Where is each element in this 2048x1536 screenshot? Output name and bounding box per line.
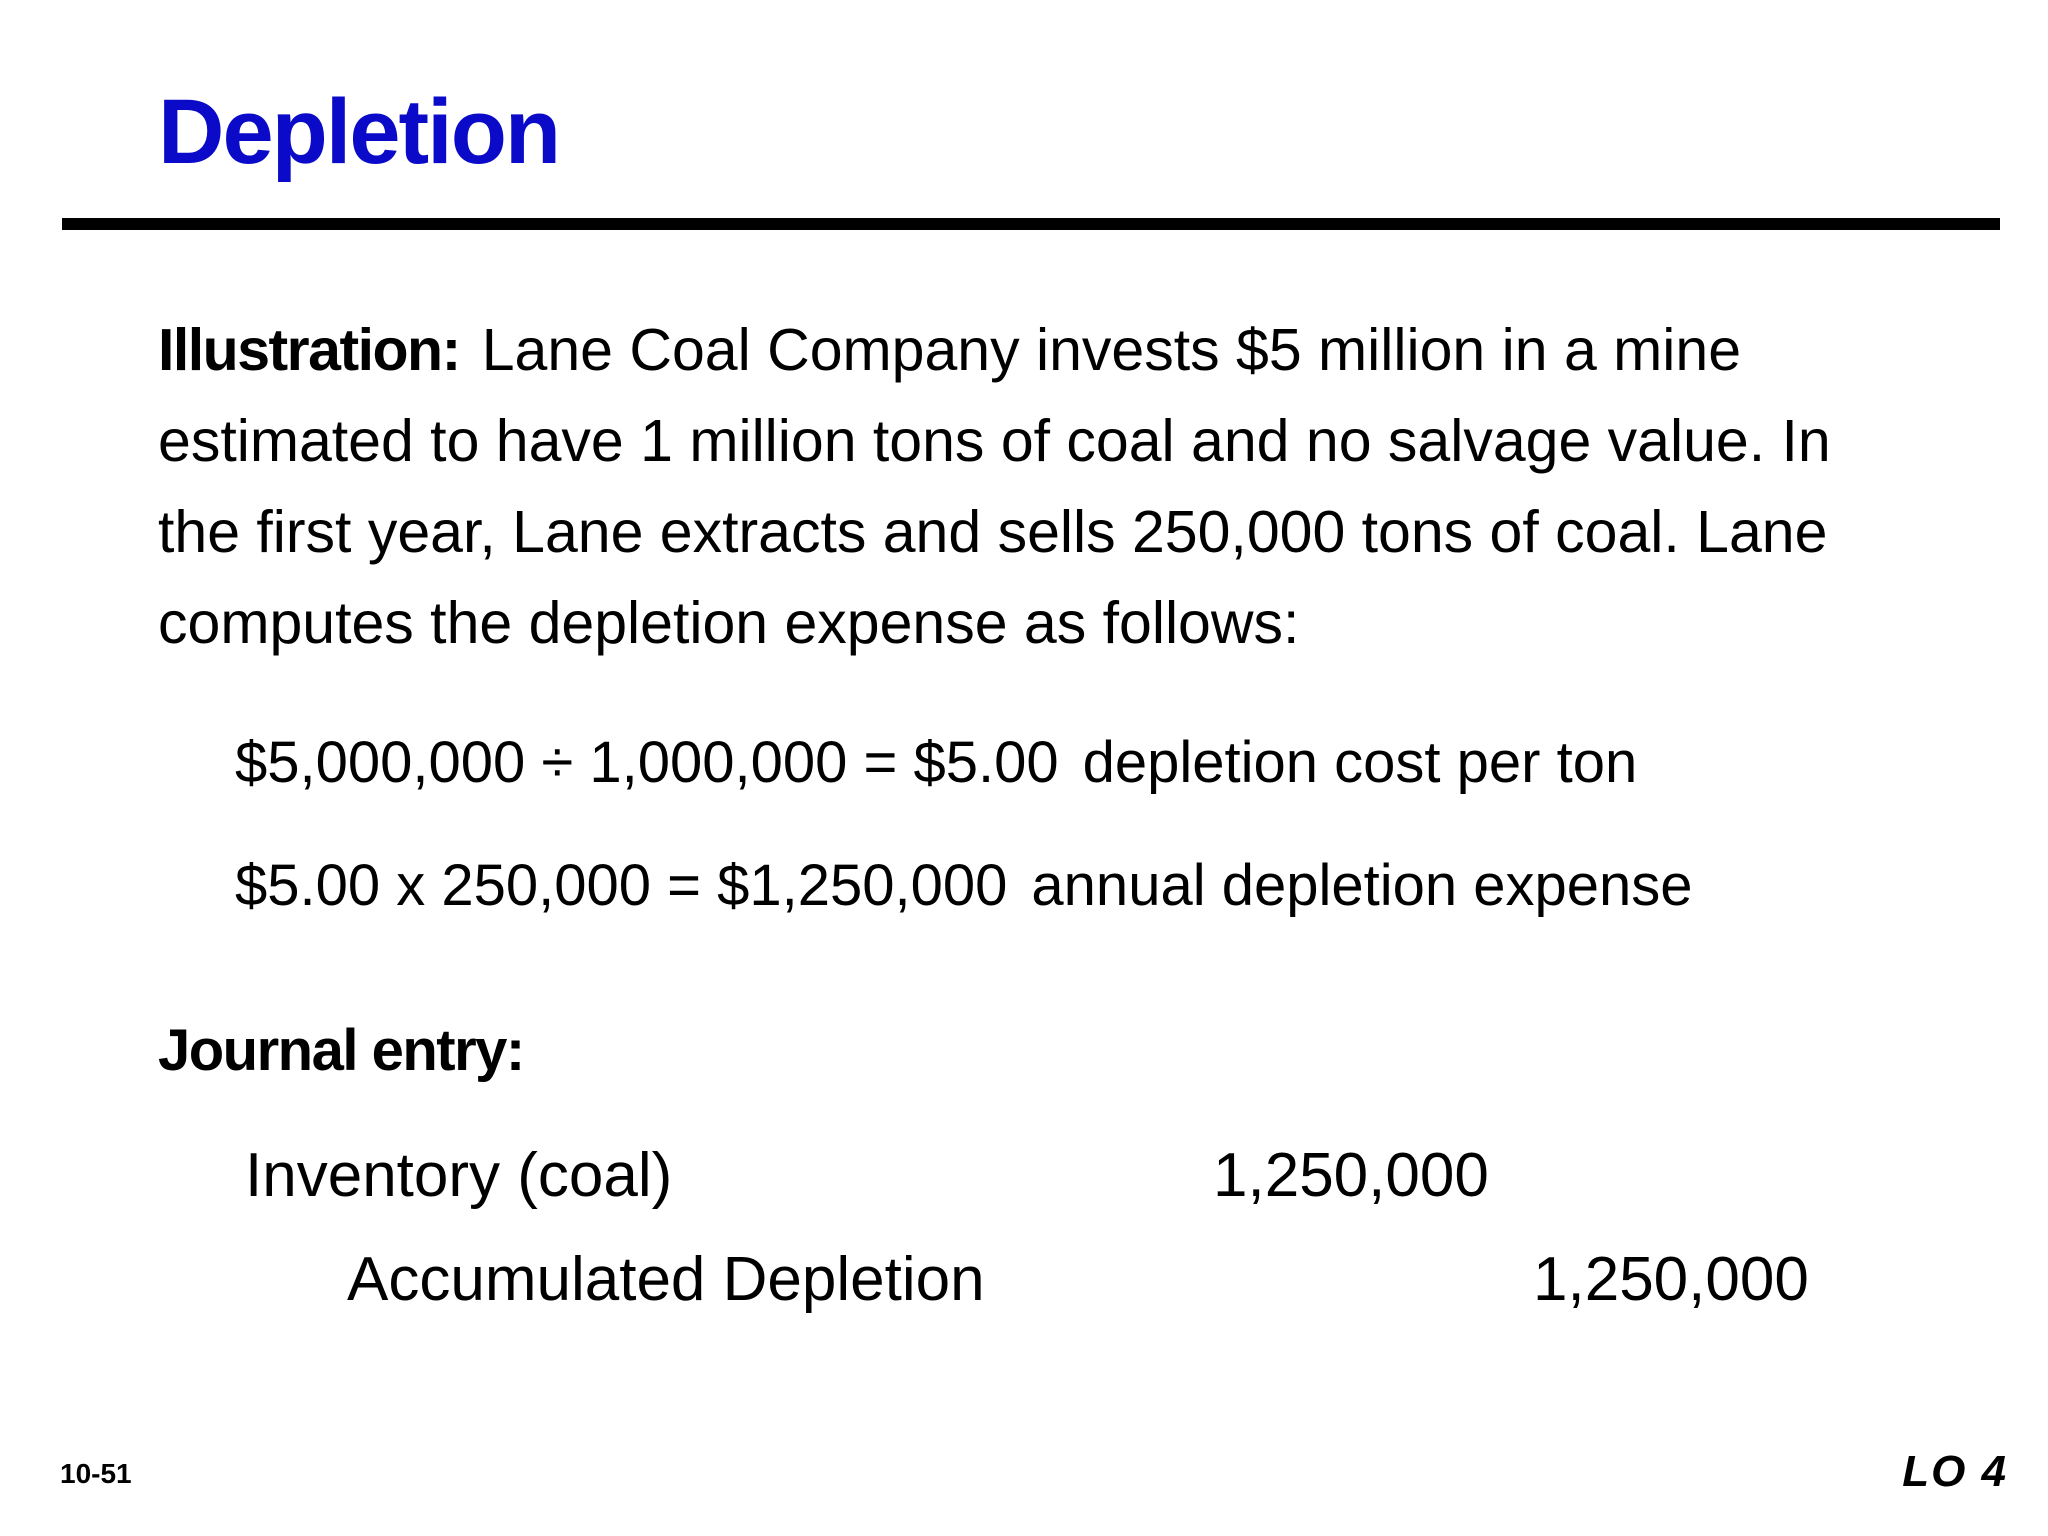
journal-credit-account: Accumulated Depletion	[347, 1245, 985, 1314]
calculation-formula: $5,000,000 ÷ 1,000,000 = $5.00	[235, 730, 1059, 795]
illustration-line-3: the first year, Lane extracts and sells 250,000 tons of coal. Lane	[158, 499, 1828, 565]
slide-title: Depletion	[158, 81, 560, 183]
journal-debit-amount: 1,250,000	[1213, 1141, 1489, 1210]
title-divider	[62, 218, 2000, 230]
learning-objective-tag: LO 4	[1902, 1447, 2008, 1496]
slide-number: 10-51	[60, 1458, 132, 1489]
illustration-line-2: estimated to have 1 million tons of coal and no salvage value. In	[158, 408, 1831, 474]
calculation-annual-expense	[235, 853, 1693, 918]
journal-credit-amount: 1,250,000	[1533, 1245, 1809, 1314]
calculation-formula: $5.00 x 250,000 = $1,250,000	[235, 853, 1008, 918]
calculation-description: depletion cost per ton	[1082, 730, 1638, 795]
illustration-line-4: computes the depletion expense as follows:	[158, 590, 1300, 656]
illustration-text-1: Lane Coal Company invests $5 million in a mine	[481, 317, 1742, 383]
illustration-paragraph	[158, 305, 1958, 669]
journal-debit-account: Inventory (coal)	[245, 1141, 673, 1210]
illustration-line-1	[158, 305, 1958, 396]
calculation-description: annual depletion expense	[1031, 853, 1693, 918]
journal-entry-heading: Journal entry:	[158, 1018, 524, 1083]
calculation-cost-per-ton	[235, 730, 1638, 795]
illustration-label: Illustration:	[158, 317, 460, 383]
